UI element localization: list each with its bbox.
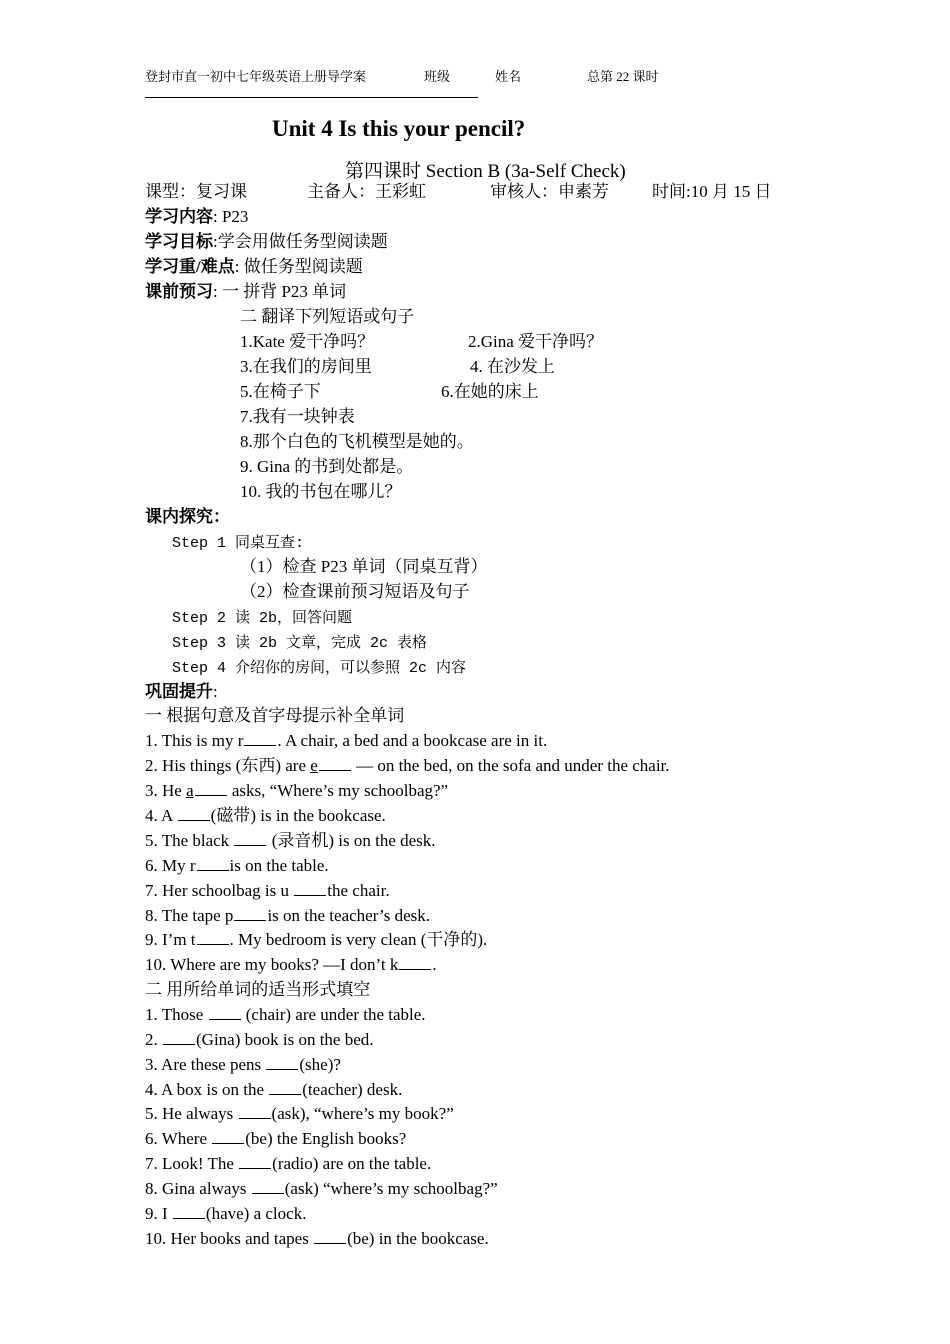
answer-blank[interactable] xyxy=(234,831,266,846)
meta-time: 时间:10 月 15 日 xyxy=(652,182,772,201)
phrase-item: 6.在她的床上 xyxy=(441,382,539,401)
learning-goal-value: :学会用做任务型阅读题 xyxy=(213,232,388,251)
phrase-item: 1.Kate 爱干净吗？ xyxy=(240,332,375,351)
answer-blank[interactable] xyxy=(212,1129,244,1144)
school-name: 登封市直一初中七年级英语上册导学案 xyxy=(145,69,367,84)
answer-blank[interactable] xyxy=(294,881,326,896)
exercise-item: 9. I’m t . My bedroom is very clean (干净的). xyxy=(145,930,488,949)
exercise-item: 7. Look! The (radio) are on the table. xyxy=(145,1154,432,1173)
answer-blank[interactable] xyxy=(244,731,276,746)
answer-blank[interactable] xyxy=(234,906,266,921)
phrase-item: 7.我有一块钟表 xyxy=(240,407,355,426)
phrase-item: 4. 在沙发上 xyxy=(470,357,555,376)
answer-blank[interactable] xyxy=(269,1080,301,1095)
explore-step1 xyxy=(172,532,304,554)
exercise-item: 2. His things (东西) are e — on the bed, on the sofa and under the chair. xyxy=(145,756,670,775)
preview-section xyxy=(145,282,346,302)
exercise-item: 1. Those (chair) are under the table. xyxy=(145,1005,426,1024)
explore-step4-text: Step 4 介绍你的房间，可以参照 2c 内容 xyxy=(172,660,467,677)
phrase-item: 5.在椅子下 xyxy=(240,382,321,401)
answer-blank[interactable] xyxy=(319,756,351,771)
explore-step2 xyxy=(172,607,352,629)
preview-item2: 二 翻译下列短语或句子 xyxy=(240,307,415,326)
learning-focus-value: : 做任务型阅读题 xyxy=(234,257,363,276)
exercise-item: 6. My r is on the table. xyxy=(145,856,329,875)
learning-content-value: : P23 xyxy=(213,207,249,226)
meta-type: 课型：复习课 xyxy=(145,182,247,201)
exercise-item: 8. The tape p is on the teacher’s desk. xyxy=(145,906,430,925)
exercise-item: 3. Are these pens (she)? xyxy=(145,1055,341,1074)
answer-blank[interactable] xyxy=(314,1229,346,1244)
preview-label: 课前预习 xyxy=(145,282,213,301)
exercise-item: 8. Gina always (ask) “where’s my schoolbag?” xyxy=(145,1179,498,1198)
answer-blank[interactable] xyxy=(239,1104,271,1119)
explore-label: 课内探究： xyxy=(145,507,230,526)
explore-step1b: （2）检查课前预习短语及句子 xyxy=(240,582,470,601)
preview-item1: : 一 拼背 P23 单词 xyxy=(213,282,347,301)
exercise-item: 9. I (have) a clock. xyxy=(145,1204,307,1223)
part1-title: 一 根据句意及首字母提示补全单词 xyxy=(145,706,405,725)
exercise-item: 1. This is my r . A chair, a bed and a bookcase are in it. xyxy=(145,731,548,750)
exercise-item: 5. He always (ask), “where’s my book?” xyxy=(145,1104,454,1123)
answer-blank[interactable] xyxy=(195,781,227,796)
phrase-item: 3.在我们的房间里 xyxy=(240,357,372,376)
answer-blank[interactable] xyxy=(266,1055,298,1070)
answer-blank[interactable] xyxy=(197,856,229,871)
phrase-item: 9. Gina 的书到处都是。 xyxy=(240,457,414,476)
exercise-item: 10. Where are my books? —I don’t k . xyxy=(145,955,437,974)
name-label: 姓名 xyxy=(495,69,522,84)
exercise-item: 6. Where (be) the English books? xyxy=(145,1129,407,1148)
page-title: Unit 4 Is this your pencil? xyxy=(272,116,526,141)
answer-blank[interactable] xyxy=(252,1179,284,1194)
exercise-item: 5. The black (录音机) is on the desk. xyxy=(145,831,436,850)
answer-blank[interactable] xyxy=(399,955,431,970)
page-subtitle: 第四课时 Section B (3a-Self Check) xyxy=(345,161,626,182)
consolidate-label: 巩固提升 xyxy=(145,682,213,701)
explore-step1a: （1）检查 P23 单词（同桌互背） xyxy=(240,557,488,576)
explore-step2-text: Step 2 读 2b，回答问题 xyxy=(172,610,353,627)
learning-goal-label: 学习目标 xyxy=(145,232,213,251)
exercise-item: 4. A box is on the (teacher) desk. xyxy=(145,1080,403,1099)
phrase-item: 10. 我的书包在哪儿？ xyxy=(240,482,402,501)
learning-goal xyxy=(145,232,388,252)
answer-blank[interactable] xyxy=(163,1030,195,1045)
answer-blank[interactable] xyxy=(197,930,229,945)
meta-preparer: 主备人：王彩虹 xyxy=(307,182,426,201)
class-label: 班级 xyxy=(424,69,451,84)
answer-blank[interactable] xyxy=(209,1005,241,1020)
consolidate-heading xyxy=(145,682,218,702)
learning-content xyxy=(145,207,248,227)
exercise-item: 2. (Gina) book is on the bed. xyxy=(145,1030,374,1049)
consolidate-colon: : xyxy=(213,682,218,701)
learning-focus-label: 学习重/难点 xyxy=(145,257,235,276)
phrase-item: 8.那个白色的飞机模型是她的。 xyxy=(240,432,474,451)
answer-blank[interactable] xyxy=(173,1204,205,1219)
exercise-item: 3. He a asks, “Where’s my schoolbag?” xyxy=(145,781,449,800)
explore-step3 xyxy=(172,632,427,654)
learning-focus xyxy=(145,257,363,277)
exercise-item: 4. A (磁带) is in the bookcase. xyxy=(145,806,386,825)
explore-step4 xyxy=(172,657,466,679)
lesson-total: 总第 22 课时 xyxy=(587,69,659,84)
explore-step3-text: Step 3 读 2b 文章，完成 2c 表格 xyxy=(172,635,428,652)
meta-reviewer: 审核人：申素芳 xyxy=(490,182,609,201)
header-rule xyxy=(145,97,478,98)
learning-content-label: 学习内容 xyxy=(145,207,213,226)
answer-blank[interactable] xyxy=(178,806,210,821)
exercise-item: 10. Her books and tapes (be) in the bookcase. xyxy=(145,1229,489,1248)
explore-step1-text: Step 1 同桌互查: xyxy=(172,535,305,552)
part2-title: 二 用所给单词的适当形式填空 xyxy=(145,980,371,999)
exercise-item: 7. Her schoolbag is u the chair. xyxy=(145,881,390,900)
answer-blank[interactable] xyxy=(239,1154,271,1169)
phrase-item: 2.Gina 爱干净吗？ xyxy=(468,332,604,351)
